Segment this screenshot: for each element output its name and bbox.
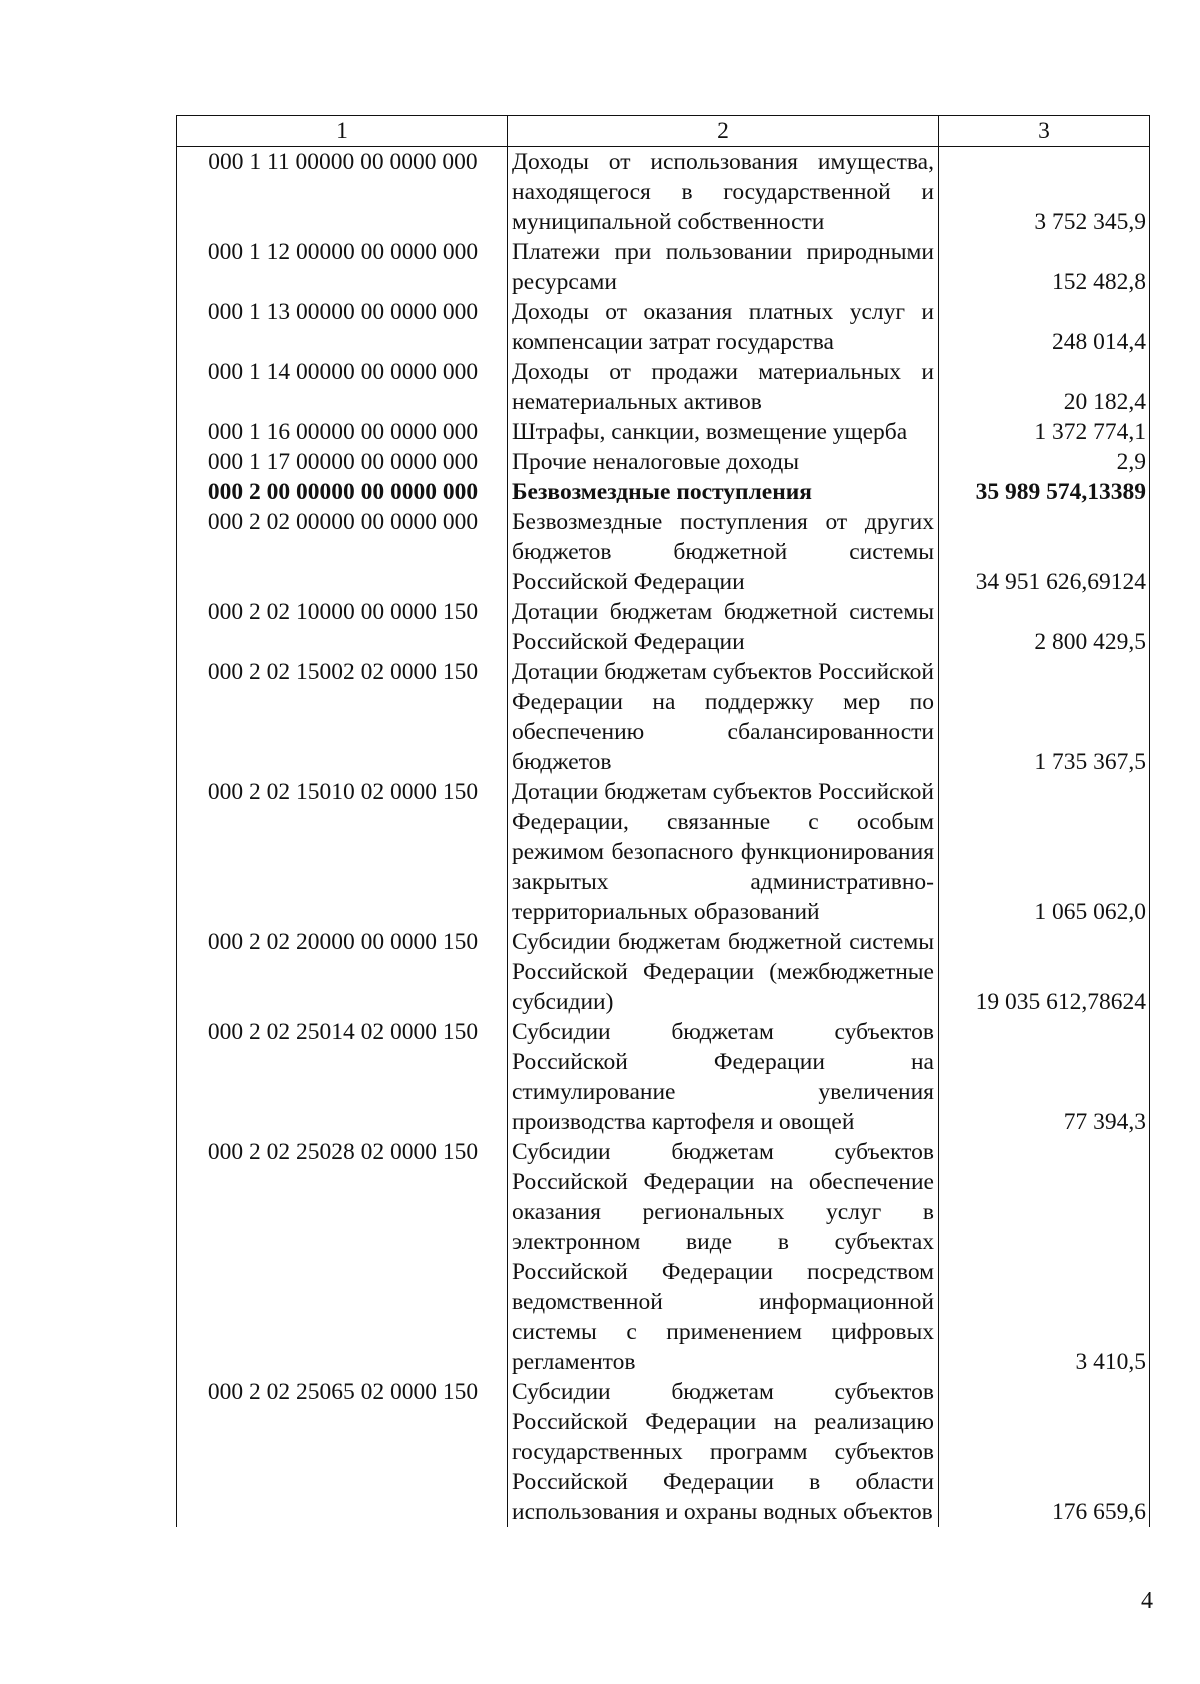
row-amount: 19 035 612,78624 [939, 927, 1150, 1017]
row-name: Прочие неналоговые доходы [508, 447, 939, 477]
row-code: 000 1 13 00000 00 0000 000 [177, 297, 508, 357]
table-row [177, 507, 1150, 597]
table-row [177, 1017, 1150, 1137]
table-row [177, 147, 1150, 238]
row-name: Дотации бюджетам бюджетной системы Российской Федерации [508, 597, 939, 657]
column-header-1: 1 [177, 116, 508, 147]
row-code: 000 1 11 00000 00 0000 000 [177, 147, 508, 238]
row-code: 000 2 02 25014 02 0000 150 [177, 1017, 508, 1137]
row-amount: 152 482,8 [939, 237, 1150, 297]
row-amount: 3 410,5 [939, 1137, 1150, 1377]
table-row [177, 1137, 1150, 1377]
row-name: Доходы от использования имущества, находящегося в государственной и муниципальной собственности [508, 147, 939, 238]
row-code: 000 1 17 00000 00 0000 000 [177, 447, 508, 477]
table-body [177, 147, 1150, 1528]
row-amount: 2 800 429,5 [939, 597, 1150, 657]
row-code: 000 2 02 00000 00 0000 000 [177, 507, 508, 597]
row-name: Дотации бюджетам субъектов Российской Федерации на поддержку мер по обеспечению сбалансированности бюджетов [508, 657, 939, 777]
row-amount: 3 752 345,9 [939, 147, 1150, 238]
row-code: 000 2 02 15002 02 0000 150 [177, 657, 508, 777]
row-name: Дотации бюджетам субъектов Российской Федерации, связанные с особым режимом безопасного функционирования закрытых административно-территориальных образований [508, 777, 939, 927]
row-code: 000 2 02 10000 00 0000 150 [177, 597, 508, 657]
page-number: 4 [1141, 1588, 1153, 1614]
row-code: 000 1 16 00000 00 0000 000 [177, 417, 508, 447]
table-row [177, 927, 1150, 1017]
table-row [177, 777, 1150, 927]
row-amount: 1 372 774,1 [939, 417, 1150, 447]
row-name: Безвозмездные поступления [508, 477, 939, 507]
row-code: 000 2 00 00000 00 0000 000 [177, 477, 508, 507]
table-row [177, 1377, 1150, 1527]
row-amount: 176 659,6 [939, 1377, 1150, 1527]
row-code: 000 2 02 20000 00 0000 150 [177, 927, 508, 1017]
row-amount: 77 394,3 [939, 1017, 1150, 1137]
row-amount: 20 182,4 [939, 357, 1150, 417]
table-row [177, 357, 1150, 417]
row-name: Субсидии бюджетам субъектов Российской Федерации на реализацию государственных программ субъектов Российской Федерации в области использования и охраны водных объектов [508, 1377, 939, 1527]
row-name: Платежи при пользовании природными ресурсами [508, 237, 939, 297]
row-code: 000 1 12 00000 00 0000 000 [177, 237, 508, 297]
table-row [177, 657, 1150, 777]
column-header-3: 3 [939, 116, 1150, 147]
row-name: Субсидии бюджетам бюджетной системы Российской Федерации (межбюджетные субсидии) [508, 927, 939, 1017]
row-name: Доходы от оказания платных услуг и компенсации затрат государства [508, 297, 939, 357]
row-amount: 35 989 574,13389 [939, 477, 1150, 507]
row-code: 000 2 02 25028 02 0000 150 [177, 1137, 508, 1377]
row-name: Субсидии бюджетам субъектов Российской Федерации на обеспечение оказания региональных услуг в электронном виде в субъектах Российской Федерации посредством ведомственной информационной системы с применением цифровых регламентов [508, 1137, 939, 1377]
budget-revenue-table [176, 115, 1150, 1527]
row-amount: 1 065 062,0 [939, 777, 1150, 927]
table-row [177, 297, 1150, 357]
row-name: Безвозмездные поступления от других бюджетов бюджетной системы Российской Федерации [508, 507, 939, 597]
table-row [177, 477, 1150, 507]
row-amount: 1 735 367,5 [939, 657, 1150, 777]
table-row [177, 597, 1150, 657]
row-amount: 34 951 626,69124 [939, 507, 1150, 597]
table-row [177, 447, 1150, 477]
row-code: 000 2 02 25065 02 0000 150 [177, 1377, 508, 1527]
row-name: Доходы от продажи материальных и нематериальных активов [508, 357, 939, 417]
row-amount: 2,9 [939, 447, 1150, 477]
table-row [177, 417, 1150, 447]
row-name: Субсидии бюджетам субъектов Российской Федерации на стимулирование увеличения производства картофеля и овощей [508, 1017, 939, 1137]
table-row [177, 237, 1150, 297]
row-amount: 248 014,4 [939, 297, 1150, 357]
row-code: 000 1 14 00000 00 0000 000 [177, 357, 508, 417]
column-header-2: 2 [508, 116, 939, 147]
row-code: 000 2 02 15010 02 0000 150 [177, 777, 508, 927]
row-name: Штрафы, санкции, возмещение ущерба [508, 417, 939, 447]
table-header-row [177, 116, 1150, 147]
